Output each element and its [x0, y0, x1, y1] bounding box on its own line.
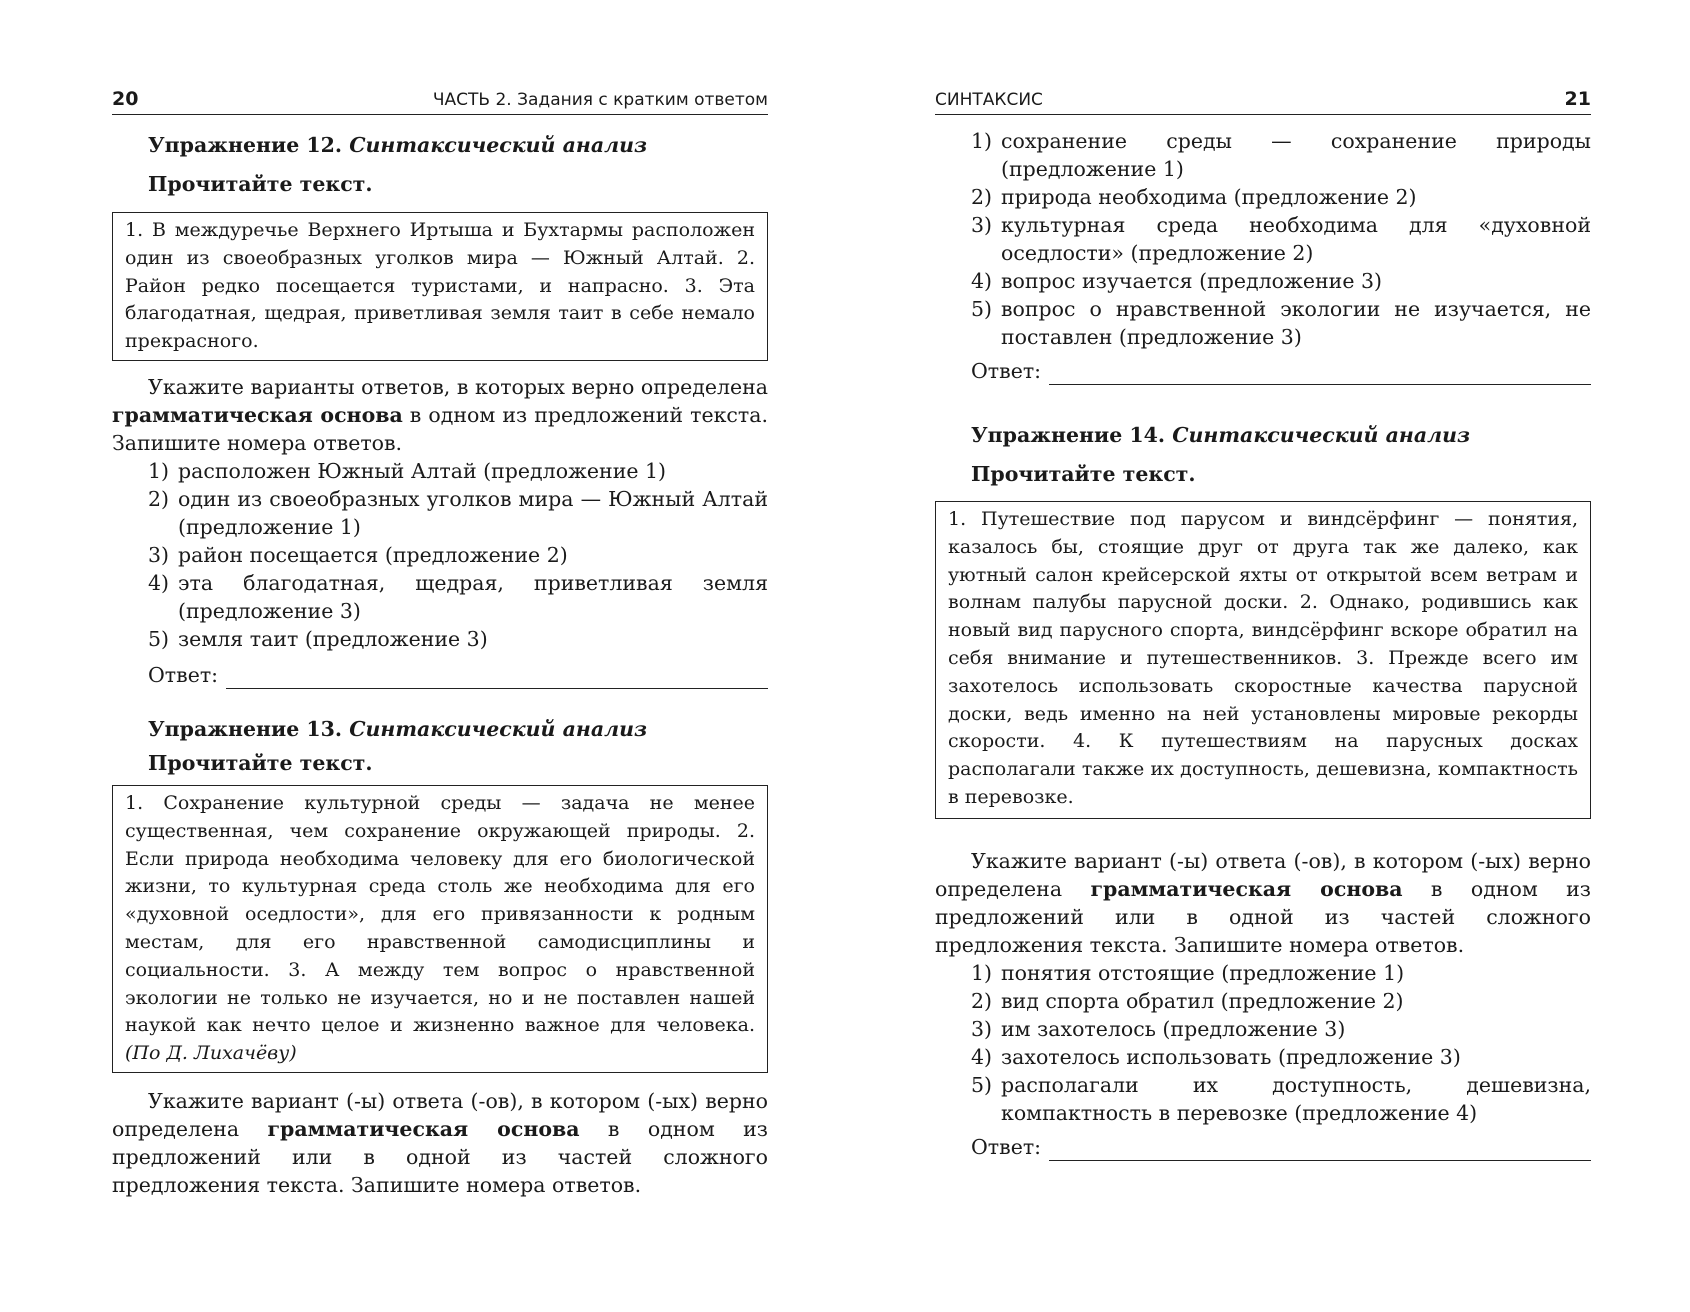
option-text: вопрос о нравственной экологии не изучается, не поставлен (предложение 3)	[1001, 297, 1591, 349]
text-body: 1. Сохранение культурной среды — задача не менее существенная, чем сохранение окружающей природы. 2. Если природа необходима человеку для его биологической жизни, то культурная среда столь же необходима для его «духовной оседлости», для его привязанности к родным местам, для его нравственной самодисциплины и социальности. 3. А между тем вопрос о нравственной экологии не только не изучается, но и не поставлен нашей наукой как нечто целое и жизненно важное для человека.	[125, 791, 755, 1037]
right-page	[935, 86, 1591, 1161]
option-text: один из своеобразных уголков мира — Южный Алтай (предложение 1)	[178, 486, 768, 539]
page-header	[935, 86, 1591, 115]
option-item	[148, 541, 768, 569]
option-number: 4)	[971, 1044, 993, 1069]
option-text: земля таит (предложение 3)	[178, 626, 488, 651]
running-head: ЧАСТЬ 2. Задания с кратким ответом	[432, 90, 768, 110]
option-number: 3)	[148, 542, 170, 567]
exercise-14-options	[935, 959, 1591, 1127]
option-item	[971, 987, 1591, 1015]
exercise-number: Упражнение 13.	[148, 716, 343, 741]
option-item	[971, 1015, 1591, 1043]
option-number: 1)	[971, 960, 993, 985]
option-number: 5)	[971, 1072, 993, 1097]
exercise-14-answer	[935, 1133, 1591, 1161]
exercise-12-options	[112, 457, 768, 653]
task-text: в одном из предложений или в одной из частей сложного предложения текста. Запишите номера ответов.	[935, 876, 1591, 957]
exercise-12-heading	[112, 131, 768, 159]
exercise-14-text-box: 1. Путешествие под парусом и виндсёрфинг — понятия, казалось бы, стоящие друг от друга так же далеко, как уютный салон крейсерской яхты от открытой всем ветрам и волнам палубы парусной доски. 2. Однако, родившись как новый вид парусного спорта, виндсёрфинг вскоре обратил на себя внимание и путешественников. 3. Прежде всего им захотелось использовать скоростные качества парусной доски, ведь именно на ней установлены мировые рекорды скорости. 4. К путешествиям на парусных досках располагали также их доступность, дешевизна, компактность в перевозке.	[935, 501, 1591, 819]
answer-label: Ответ:	[971, 359, 1042, 383]
task-text: в одном из предложений или в одной из частей сложного предложения текста. Запишите номера ответов.	[112, 1116, 768, 1197]
option-text: понятия отстоящие (предложение 1)	[1001, 960, 1405, 985]
option-text: эта благодатная, щедрая, приветливая земля (предложение 3)	[178, 570, 768, 623]
option-item	[971, 183, 1591, 211]
option-number: 4)	[148, 570, 170, 595]
option-item	[148, 625, 768, 653]
exercise-title: Синтаксический анализ	[349, 716, 648, 741]
exercise-title: Синтаксический анализ	[1172, 423, 1471, 447]
exercise-12-task	[112, 373, 768, 457]
option-item	[148, 485, 768, 541]
option-item	[148, 457, 768, 485]
task-text: Укажите вариант (-ы) ответа (-ов), в котором (-ых) верно определена	[112, 1088, 768, 1141]
task-bold: грамматическая основа	[267, 1116, 580, 1141]
running-head: СИНТАКСИС	[935, 90, 1043, 110]
option-text: культурная среда необходима для «духовной оседлости» (предложение 2)	[1001, 213, 1591, 265]
option-text: сохранение среды — сохранение природы (предложение 1)	[1001, 129, 1591, 181]
task-bold: грамматическая основа	[112, 402, 403, 427]
option-item	[971, 295, 1591, 351]
option-item	[971, 267, 1591, 295]
option-number: 3)	[971, 1016, 993, 1041]
exercise-13-text-box	[112, 785, 768, 1073]
option-number: 5)	[148, 626, 170, 651]
answer-line[interactable]	[1049, 1140, 1591, 1161]
read-instruction: Прочитайте текст.	[148, 172, 373, 196]
option-text: вид спорта обратил (предложение 2)	[1001, 988, 1404, 1013]
exercise-13-answer	[935, 357, 1591, 385]
exercise-12-answer	[112, 661, 768, 689]
exercise-title: Синтаксический анализ	[349, 133, 648, 157]
option-number: 1)	[971, 129, 993, 153]
option-number: 2)	[971, 185, 993, 209]
exercise-14-task	[935, 847, 1591, 959]
exercise-number: Упражнение 14.	[971, 423, 1166, 447]
task-text: Укажите варианты ответов, в которых верно определена	[148, 374, 768, 399]
option-item	[971, 959, 1591, 987]
option-text: им захотелось (предложение 3)	[1001, 1016, 1346, 1041]
option-number: 5)	[971, 297, 993, 321]
option-item	[971, 1071, 1591, 1127]
option-number: 3)	[971, 213, 993, 237]
option-item	[971, 1043, 1591, 1071]
read-instruction: Прочитайте текст.	[148, 750, 373, 775]
answer-label: Ответ:	[971, 1134, 1042, 1159]
option-text: природа необходима (предложение 2)	[1001, 185, 1417, 209]
option-text: вопрос изучается (предложение 3)	[1001, 269, 1383, 293]
option-item	[148, 569, 768, 625]
text-source: (По Д. Лихачёву)	[125, 1042, 297, 1065]
option-item	[971, 127, 1591, 183]
page-number: 21	[1564, 88, 1591, 110]
task-text: Укажите вариант (-ы) ответа (-ов), в котором (-ых) верно определена	[935, 848, 1591, 901]
answer-line[interactable]	[1049, 364, 1591, 385]
option-text: располагали их доступность, дешевизна, компактность в перевозке (предложение 4)	[1001, 1072, 1591, 1125]
exercise-13-heading	[112, 715, 768, 743]
option-number: 2)	[148, 486, 170, 511]
read-instruction: Прочитайте текст.	[971, 462, 1196, 486]
option-text: захотелось использовать (предложение 3)	[1001, 1044, 1461, 1069]
exercise-number: Упражнение 12.	[148, 133, 343, 157]
answer-line[interactable]	[226, 668, 768, 689]
option-text: район посещается (предложение 2)	[178, 542, 568, 567]
option-number: 2)	[971, 988, 993, 1013]
option-text: расположен Южный Алтай (предложение 1)	[178, 458, 667, 483]
page-header	[112, 86, 768, 115]
exercise-13-task	[112, 1087, 768, 1199]
exercise-13-options	[935, 127, 1591, 351]
left-page	[112, 86, 768, 1199]
exercise-14-heading	[935, 421, 1591, 449]
option-number: 1)	[148, 458, 170, 483]
option-number: 4)	[971, 269, 993, 293]
answer-label: Ответ:	[148, 662, 219, 687]
exercise-12-text-box: 1. В междуречье Верхнего Иртыша и Бухтармы расположен один из своеобразных уголков мира — Южный Алтай. 2. Район редко посещается туристами, и напрасно. 3. Эта благодатная, щедрая, приветливая земля таит в себе немало прекрасного.	[112, 212, 768, 361]
task-bold: грамматическая основа	[1090, 876, 1403, 901]
page-number: 20	[112, 88, 139, 110]
option-item	[971, 211, 1591, 267]
task-text: в одном из предложений текста. Запишите номера ответов.	[112, 402, 768, 455]
